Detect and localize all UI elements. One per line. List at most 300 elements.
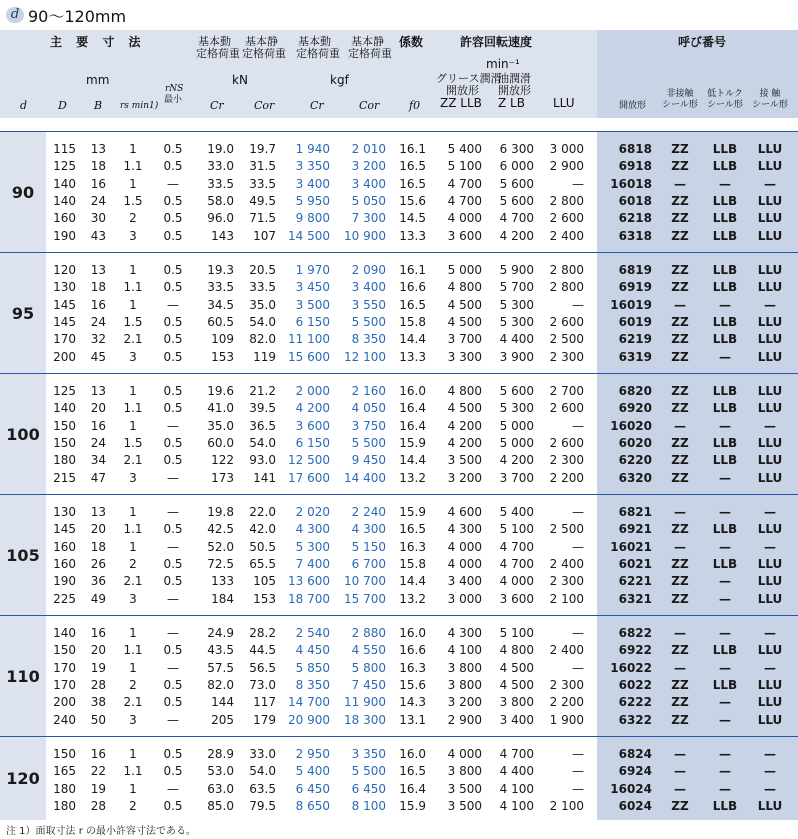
cell-f0: 13.2 <box>399 470 426 485</box>
bore-group-90 <box>0 131 798 252</box>
cell-speed-z-lb: 5 300 <box>499 297 534 312</box>
cell-speed-z-lb: 4 000 <box>499 574 534 589</box>
cell-cor-kgf: 2 160 <box>351 384 386 398</box>
cell-cor-kgf: 3 400 <box>351 176 386 191</box>
cell-cr-kn: 33.5 <box>207 176 234 191</box>
z-lb-label: Z LB <box>498 96 525 110</box>
cell-D: 150 <box>53 747 76 761</box>
cell-cor-kn: 54.0 <box>249 435 276 450</box>
table-row <box>0 625 798 642</box>
cell-f0: 15.6 <box>399 193 426 208</box>
cell-nominal-llu: LLU <box>757 435 783 450</box>
cell-B: 16 <box>90 176 106 191</box>
rns-label: rNS <box>165 84 184 94</box>
cell-nominal-llb: — <box>719 470 731 485</box>
cell-cor-kgf: 5 500 <box>351 314 386 329</box>
cell-B: 45 <box>90 349 106 364</box>
cell-D: 240 <box>53 712 76 727</box>
cell-cor-kgf: 8 100 <box>351 798 386 813</box>
cell-cor-kn: 79.5 <box>249 798 276 813</box>
cell-cr-kn: 122 <box>211 453 234 468</box>
cell-speed-llu: — <box>572 418 584 433</box>
cell-nominal-llb: — <box>719 712 731 727</box>
cell-D: 150 <box>53 435 76 450</box>
cell-cr-kgf: 1 940 <box>295 142 330 156</box>
cell-cor-kgf: 5 500 <box>351 435 386 450</box>
cell-nominal-llb: — <box>719 505 731 519</box>
cell-cor-kgf: 14 400 <box>344 470 386 485</box>
cell-f0: 16.4 <box>399 401 426 416</box>
cell-nominal-llb: LLB <box>712 263 738 277</box>
cell-speed-z-lb: 3 600 <box>499 591 534 606</box>
cell-B: 38 <box>90 695 106 710</box>
cell-rns: — <box>167 626 179 640</box>
basic-sta-label-1: 基本静 <box>245 35 278 48</box>
cell-nominal-zz: — <box>674 297 686 312</box>
table-row <box>0 435 798 452</box>
cell-f0: 13.2 <box>399 591 426 606</box>
cell-cr-kn: 19.6 <box>207 384 234 398</box>
cell-cor-kgf: 5 150 <box>351 539 386 554</box>
cell-cr-kn: 63.0 <box>207 781 234 796</box>
table-row <box>0 210 798 227</box>
cell-cor-kn: 54.0 <box>249 314 276 329</box>
cell-cr-kn: 144 <box>211 695 234 710</box>
cell-speed-z-lb: 5 100 <box>499 522 534 537</box>
cell-cr-kn: 24.9 <box>207 626 234 640</box>
cell-rs: 1 <box>129 176 137 191</box>
cell-speed-llu: — <box>572 764 584 779</box>
cell-cor-kgf: 10 900 <box>344 228 386 243</box>
cell-cor-kn: 31.5 <box>249 159 276 174</box>
cell-f0: 16.1 <box>399 142 426 156</box>
cell-rns: 0.5 <box>163 314 183 329</box>
cell-cr-kn: 82.0 <box>207 677 234 692</box>
bore-diameter: 95 <box>0 253 46 373</box>
cell-f0: 16.5 <box>399 764 426 779</box>
cell-cor-kn: 33.0 <box>249 747 276 761</box>
cell-cr-kgf: 5 300 <box>295 539 330 554</box>
col-rs: rs min1) <box>120 101 159 111</box>
cell-nominal-llu: LLU <box>757 677 783 692</box>
cell-nominal-llb: LLB <box>712 435 738 450</box>
cell-rs: 1 <box>129 505 137 519</box>
factor-label: 係数 <box>399 35 424 49</box>
unit-kn: kN <box>232 73 248 87</box>
cell-nominal-llu: — <box>764 747 776 761</box>
cell-f0: 14.4 <box>399 453 426 468</box>
cell-rs: 2.1 <box>123 332 143 347</box>
cell-nominal-llb: LLB <box>712 384 738 398</box>
cell-nominal-open: 6819 <box>618 263 652 277</box>
cell-f0: 16.0 <box>399 626 426 640</box>
cell-nominal-llb: — <box>719 764 731 779</box>
bore-group-105 <box>0 494 798 615</box>
cell-nominal-open: 6919 <box>618 280 652 295</box>
cell-rns: 0.5 <box>163 453 183 468</box>
cell-speed-llu: 2 700 <box>549 384 584 398</box>
cell-cor-kn: 33.5 <box>249 280 276 295</box>
table-row <box>0 279 798 296</box>
cell-cor-kgf: 9 450 <box>351 453 386 468</box>
cell-B: 32 <box>90 332 106 347</box>
cell-rns: 0.5 <box>163 349 183 364</box>
basic-sta-kgf-label-2: 定格荷重 <box>348 47 392 60</box>
col-B: B <box>94 99 103 112</box>
cell-nominal-llb: — <box>719 591 731 606</box>
table-row <box>0 539 798 556</box>
cell-cor-kgf: 4 550 <box>351 643 386 658</box>
cell-rns: — <box>167 418 179 433</box>
contact-label: 接 触 <box>759 89 781 99</box>
cell-nominal-llu: LLU <box>757 695 783 710</box>
cell-rs: 1.5 <box>123 193 143 208</box>
cell-nominal-llb: LLB <box>712 643 738 658</box>
cell-rns: 0.5 <box>163 522 183 537</box>
cell-nominal-llu: LLU <box>757 712 783 727</box>
cell-cr-kgf: 9 800 <box>295 211 330 226</box>
cell-rns: 0.5 <box>163 263 183 277</box>
cell-nominal-llu: LLU <box>757 574 783 589</box>
cell-rs: 2.1 <box>123 453 143 468</box>
cell-speed-llu: 2 400 <box>549 643 584 658</box>
cell-cor-kgf: 3 350 <box>351 747 386 761</box>
cell-nominal-llu: LLU <box>757 211 783 226</box>
cell-cr-kgf: 8 650 <box>295 798 330 813</box>
cell-nominal-zz: ZZ <box>671 453 689 468</box>
bore-group-120 <box>0 736 798 820</box>
cell-nominal-zz: ZZ <box>671 556 689 571</box>
cell-cr-kn: 42.5 <box>207 522 234 537</box>
cell-nominal-zz: — <box>674 418 686 433</box>
cell-f0: 16.4 <box>399 781 426 796</box>
cell-cr-kn: 96.0 <box>207 211 234 226</box>
cell-f0: 14.3 <box>399 695 426 710</box>
cell-speed-z-lb: 6 000 <box>499 159 534 174</box>
cell-speed-zz-llb: 4 500 <box>447 297 482 312</box>
table-row <box>0 642 798 659</box>
cell-B: 24 <box>90 435 106 450</box>
cell-rs: 1 <box>129 142 137 156</box>
cell-rs: 1.5 <box>123 314 143 329</box>
cell-cor-kgf: 5 050 <box>351 193 386 208</box>
cell-cr-kgf: 12 500 <box>288 453 330 468</box>
oil-open-label: 開放形 <box>498 84 531 97</box>
cell-B: 19 <box>90 781 106 796</box>
non-contact-label-2: シール形 <box>662 100 698 110</box>
cell-nominal-open: 6022 <box>618 677 652 692</box>
cell-rns: — <box>167 712 179 727</box>
cell-D: 145 <box>53 314 76 329</box>
cell-nominal-open: 16022 <box>610 660 652 675</box>
col-cr-kgf: Cr <box>310 99 324 112</box>
cell-cr-kgf: 4 300 <box>295 522 330 537</box>
cell-cr-kgf: 8 350 <box>295 677 330 692</box>
cell-B: 50 <box>90 712 106 727</box>
cell-speed-zz-llb: 4 800 <box>447 384 482 398</box>
cell-speed-z-lb: 5 000 <box>499 435 534 450</box>
cell-cor-kgf: 5 500 <box>351 764 386 779</box>
cell-speed-zz-llb: 4 700 <box>447 176 482 191</box>
cell-nominal-zz: ZZ <box>671 332 689 347</box>
cell-cr-kgf: 5 850 <box>295 660 330 675</box>
cell-speed-zz-llb: 4 000 <box>447 747 482 761</box>
cell-nominal-llb: — <box>719 695 731 710</box>
cell-rns: 0.5 <box>163 747 183 761</box>
cell-f0: 15.9 <box>399 505 426 519</box>
cell-rs: 1 <box>129 539 137 554</box>
cell-speed-zz-llb: 3 400 <box>447 574 482 589</box>
cell-nominal-llu: LLU <box>757 142 783 156</box>
cell-cor-kn: 19.7 <box>249 142 276 156</box>
cell-nominal-llb: — <box>719 660 731 675</box>
cell-nominal-zz: ZZ <box>671 142 689 156</box>
cell-speed-z-lb: 5 000 <box>499 418 534 433</box>
cell-nominal-llb: LLB <box>712 798 738 813</box>
cell-cor-kgf: 2 240 <box>351 505 386 519</box>
cell-speed-zz-llb: 4 600 <box>447 505 482 519</box>
cell-nominal-open: 6019 <box>618 314 652 329</box>
cell-cr-kgf: 2 540 <box>295 626 330 640</box>
cell-B: 19 <box>90 660 106 675</box>
cell-cor-kn: 65.5 <box>249 556 276 571</box>
cell-B: 18 <box>90 159 106 174</box>
cell-nominal-zz: ZZ <box>671 574 689 589</box>
cell-rs: 3 <box>129 712 137 727</box>
cell-nominal-zz: ZZ <box>671 677 689 692</box>
cell-rns: — <box>167 539 179 554</box>
bore-diameter: 120 <box>0 737 46 820</box>
cell-nominal-llu: LLU <box>757 159 783 174</box>
cell-speed-z-lb: 5 900 <box>499 263 534 277</box>
cell-speed-z-lb: 3 700 <box>499 470 534 485</box>
cell-rs: 2 <box>129 211 137 226</box>
cell-cor-kn: 107 <box>253 228 276 243</box>
cell-cor-kgf: 7 450 <box>351 677 386 692</box>
cell-cor-kgf: 2 880 <box>351 626 386 640</box>
cell-f0: 16.5 <box>399 297 426 312</box>
table-row <box>0 556 798 573</box>
cell-nominal-zz: ZZ <box>671 591 689 606</box>
cell-nominal-llb: — <box>719 297 731 312</box>
cell-cor-kn: 28.2 <box>249 626 276 640</box>
cell-speed-llu: — <box>572 176 584 191</box>
cell-nominal-llu: LLU <box>757 798 783 813</box>
cell-cr-kn: 33.0 <box>207 159 234 174</box>
cell-speed-llu: 3 000 <box>549 142 584 156</box>
cell-speed-z-lb: 5 400 <box>499 505 534 519</box>
cell-rns: 0.5 <box>163 159 183 174</box>
cell-nominal-llu: LLU <box>757 263 783 277</box>
cell-rns: — <box>167 297 179 312</box>
cell-rs: 1.5 <box>123 435 143 450</box>
table-row <box>0 349 798 366</box>
cell-D: 145 <box>53 522 76 537</box>
cell-B: 34 <box>90 453 106 468</box>
cell-cr-kgf: 2 000 <box>295 384 330 398</box>
cell-rs: 1.1 <box>123 159 143 174</box>
cell-cr-kgf: 5 950 <box>295 193 330 208</box>
cell-f0: 13.3 <box>399 228 426 243</box>
table-row <box>0 694 798 711</box>
cell-nominal-open: 6320 <box>618 470 652 485</box>
cell-f0: 16.6 <box>399 643 426 658</box>
cell-rs: 1.1 <box>123 522 143 537</box>
grease-label: グリース潤滑 <box>436 72 502 85</box>
table-row <box>0 383 798 400</box>
cell-nominal-llu: LLU <box>757 193 783 208</box>
cell-rns: — <box>167 176 179 191</box>
cell-speed-llu: 2 500 <box>549 522 584 537</box>
table-row <box>0 193 798 210</box>
cell-D: 165 <box>53 764 76 779</box>
bore-group-110 <box>0 615 798 736</box>
table-row <box>0 262 798 279</box>
cell-rns: 0.5 <box>163 193 183 208</box>
cell-D: 180 <box>53 798 76 813</box>
cell-speed-llu: — <box>572 781 584 796</box>
cell-f0: 14.4 <box>399 332 426 347</box>
cell-cr-kn: 72.5 <box>207 556 234 571</box>
unit-mm: mm <box>86 73 110 87</box>
bore-diameter: 100 <box>0 374 46 494</box>
cell-speed-z-lb: 5 600 <box>499 384 534 398</box>
cell-cr-kgf: 14 500 <box>288 228 330 243</box>
cell-speed-z-lb: 4 500 <box>499 677 534 692</box>
cell-B: 36 <box>90 574 106 589</box>
cell-nominal-zz: ZZ <box>671 349 689 364</box>
cell-cr-kn: 153 <box>211 349 234 364</box>
cell-f0: 15.8 <box>399 314 426 329</box>
table-row <box>0 712 798 729</box>
cell-cor-kn: 105 <box>253 574 276 589</box>
cell-speed-llu: 2 600 <box>549 401 584 416</box>
cell-speed-z-lb: 5 700 <box>499 280 534 295</box>
cell-speed-llu: 2 600 <box>549 211 584 226</box>
cell-nominal-zz: — <box>674 660 686 675</box>
cell-speed-zz-llb: 5 100 <box>447 159 482 174</box>
cell-rns: 0.5 <box>163 401 183 416</box>
cell-nominal-open: 6322 <box>618 712 652 727</box>
table-row <box>0 176 798 193</box>
cell-D: 125 <box>53 159 76 174</box>
cell-D: 140 <box>53 626 76 640</box>
cell-cr-kn: 52.0 <box>207 539 234 554</box>
grease-open-label: 開放形 <box>446 84 479 97</box>
cell-cor-kn: 35.0 <box>249 297 276 312</box>
cell-speed-llu: 2 800 <box>549 280 584 295</box>
cell-cr-kgf: 6 450 <box>295 781 330 796</box>
cell-speed-zz-llb: 4 200 <box>447 418 482 433</box>
cell-nominal-open: 6822 <box>618 626 652 640</box>
cell-rns: 0.5 <box>163 142 183 156</box>
table-row <box>0 677 798 694</box>
cell-cr-kn: 19.3 <box>207 263 234 277</box>
cell-nominal-zz: ZZ <box>671 798 689 813</box>
cell-nominal-llu: LLU <box>757 349 783 364</box>
cell-rs: 2 <box>129 798 137 813</box>
table-row <box>0 781 798 798</box>
cell-speed-llu: — <box>572 660 584 675</box>
cell-rns: 0.5 <box>163 280 183 295</box>
cell-cr-kgf: 6 150 <box>295 435 330 450</box>
cell-f0: 16.3 <box>399 539 426 554</box>
cell-cr-kgf: 3 400 <box>295 176 330 191</box>
cell-rs: 3 <box>129 591 137 606</box>
cell-nominal-llb: LLB <box>712 556 738 571</box>
cell-D: 170 <box>53 660 76 675</box>
cell-rns: 0.5 <box>163 435 183 450</box>
cell-f0: 16.0 <box>399 384 426 398</box>
cell-speed-llu: 2 600 <box>549 314 584 329</box>
cell-cr-kgf: 5 400 <box>295 764 330 779</box>
cell-rns: 0.5 <box>163 643 183 658</box>
cell-cr-kgf: 3 450 <box>295 280 330 295</box>
cell-speed-z-lb: 5 600 <box>499 193 534 208</box>
table-row <box>0 504 798 521</box>
cell-speed-zz-llb: 4 100 <box>447 643 482 658</box>
cell-cor-kn: 56.5 <box>249 660 276 675</box>
cell-cor-kn: 49.5 <box>249 193 276 208</box>
cell-cr-kgf: 20 900 <box>288 712 330 727</box>
cell-rns: — <box>167 781 179 796</box>
cell-cor-kgf: 6 450 <box>351 781 386 796</box>
cell-cor-kn: 42.0 <box>249 522 276 537</box>
col-cor-kgf: Cor <box>359 99 380 112</box>
cell-rs: 1 <box>129 781 137 796</box>
cell-D: 200 <box>53 349 76 364</box>
cell-nominal-llb: LLB <box>712 280 738 295</box>
cell-cr-kn: 205 <box>211 712 234 727</box>
cell-speed-z-lb: 4 400 <box>499 764 534 779</box>
cell-speed-zz-llb: 3 800 <box>447 764 482 779</box>
cell-f0: 16.5 <box>399 176 426 191</box>
cell-nominal-open: 6318 <box>618 228 652 243</box>
cell-nominal-llu: LLU <box>757 401 783 416</box>
cell-speed-llu: 2 800 <box>549 193 584 208</box>
open-type-label: 開放形 <box>619 101 647 111</box>
cell-nominal-open: 6818 <box>618 142 652 156</box>
bore-symbol: d <box>6 7 24 23</box>
cell-nominal-zz: ZZ <box>671 193 689 208</box>
cell-speed-llu: — <box>572 626 584 640</box>
cell-rns: 0.5 <box>163 556 183 571</box>
basic-dyn-kgf-label-1: 基本動 <box>298 35 331 48</box>
cell-nominal-llb: LLB <box>712 142 738 156</box>
cell-rns: — <box>167 660 179 675</box>
cell-rs: 2.1 <box>123 695 143 710</box>
cell-B: 28 <box>90 677 106 692</box>
cell-speed-z-lb: 4 100 <box>499 798 534 813</box>
cell-rs: 1 <box>129 297 137 312</box>
speed-label: 許容回転速度 <box>460 35 533 49</box>
cell-nominal-llb: LLB <box>712 522 738 537</box>
cell-nominal-open: 6222 <box>618 695 652 710</box>
cell-nominal-open: 6220 <box>618 453 652 468</box>
cell-rs: 1.1 <box>123 401 143 416</box>
col-d: d <box>20 99 28 112</box>
cell-speed-llu: 2 300 <box>549 453 584 468</box>
cell-speed-zz-llb: 3 500 <box>447 453 482 468</box>
cell-cr-kgf: 2 950 <box>295 747 330 761</box>
nominal-label: 呼び番号 <box>678 35 727 49</box>
cell-speed-llu: — <box>572 539 584 554</box>
cell-rs: 1 <box>129 660 137 675</box>
cell-speed-z-lb: 5 600 <box>499 176 534 191</box>
cell-cr-kgf: 3 600 <box>295 418 330 433</box>
table-row <box>0 470 798 487</box>
cell-cr-kgf: 6 150 <box>295 314 330 329</box>
